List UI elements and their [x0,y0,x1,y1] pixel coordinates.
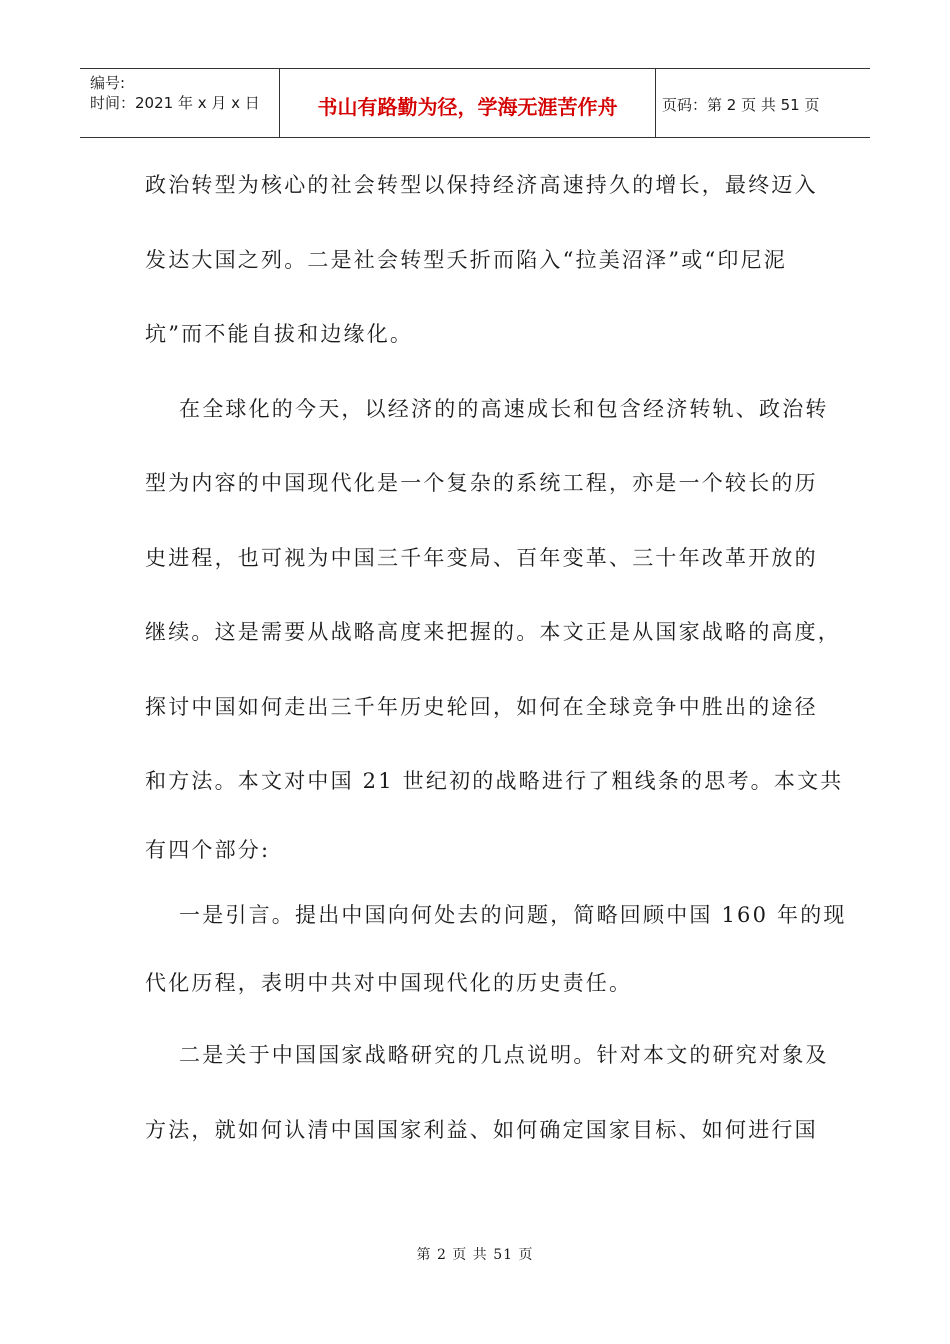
body-line: 和方法。本文对中国 21 世纪初的战略进行了粗线条的思考。本文共 [145,769,844,793]
page-header [80,68,870,138]
header-motto: 书山有路勤为径，学海无涯苦作舟 [280,69,656,137]
page-footer: 第 2 页 共 51 页 [416,1247,534,1263]
header-meta [80,69,280,137]
body-line: 代化历程，表明中共对中国现代化的历史责任。 [145,970,633,995]
body-line: 继续。这是需要从战略高度来把握的。本文正是从国家战略的高度， [145,620,841,644]
body-line: 一是引言。提出中国向何处去的问题，简略回顾中国 160 年的现 [179,902,847,927]
body-line: 史进程，也可视为中国三千年变局、百年变革、三十年改革开放的 [145,545,818,570]
body-line: 有四个部分: [145,837,271,862]
body-line: 方法，就如何认清中国国家利益、如何确定国家目标、如何进行国 [145,1117,818,1142]
body-line: 坑”而不能自拔和边缘化。 [145,322,414,346]
document-body [145,148,847,1167]
document-number-label: 编号: [90,74,126,92]
body-line: 探讨中国如何走出三千年历史轮回，如何在全球竞争中胜出的途径 [145,694,818,719]
body-line: 发达大国之列。二是社会转型夭折而陷入“拉美沼泽”或“印尼泥 [145,247,788,272]
header-page-info: 页码：第 2 页 共 51 页 [662,95,820,114]
body-line: 政治转型为核心的社会转型以保持经济高速持久的增长，最终迈入 [145,173,818,197]
body-line: 在全球化的今天，以经济的的高速成长和包含经济转轨、政治转 [179,396,829,421]
body-line: 二是关于中国国家战略研究的几点说明。针对本文的研究对象及 [179,1042,829,1067]
document-time: 时间：2021 年 x 月 x 日 [90,94,260,112]
body-line: 型为内容的中国现代化是一个复杂的系统工程，亦是一个较长的历 [145,471,818,495]
